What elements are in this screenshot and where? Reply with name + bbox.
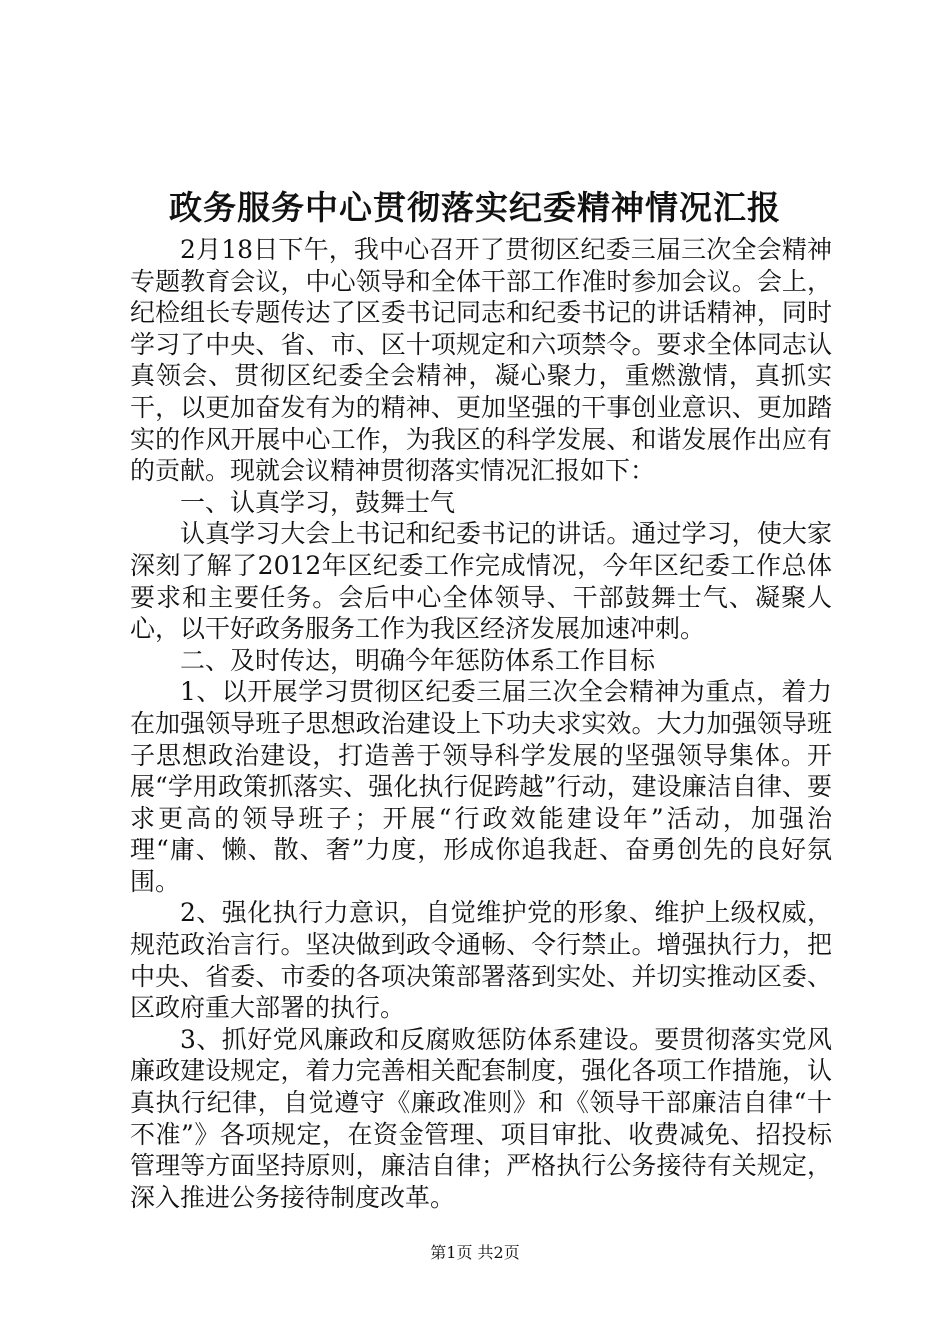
document-body bbox=[130, 234, 832, 1213]
paragraph-item-3: 3、抓好党风廉政和反腐败惩防体系建设。要贯彻落实党风廉政建设规定，着力完善相关配套制度，强化各项工作措施，认真执行纪律，自觉遵守《廉政准则》和《领导干部廉洁自律“十不准”》各项规定，在资金管理、项目审批、收费减免、招投标管理等方面坚持原则，廉洁自律；严格执行公务接待有关规定，深入推进公务接待制度改革。 bbox=[130, 1024, 832, 1212]
document-title: 政务服务中心贯彻落实纪委精神情况汇报 bbox=[169, 188, 781, 227]
page-footer: 第1页 共2页 bbox=[430, 1243, 520, 1262]
paragraph-item-1: 1、以开展学习贯彻区纪委三届三次全会精神为重点，着力在加强领导班子思想政治建设上下功夫求实效。大力加强领导班子思想政治建设，打造善于领导科学发展的坚强领导集体。开展“学用政策抓落实、强化执行促跨越”行动，建设廉洁自律、要求更高的领导班子；开展“行政效能建设年”活动，加强治理“庸、懒、散、奢”力度，形成你追我赶、奋勇创先的良好氛围。 bbox=[130, 677, 832, 896]
section-heading-2: 二、及时传达，明确今年惩防体系工作目标 bbox=[180, 645, 656, 675]
paragraph-item-2: 2、强化执行力意识，自觉维护党的形象、维护上级权威，规范政治言行。坚决做到政令通畅、令行禁止。增强执行力，把中央、省委、市委的各项决策部署落到实处、并切实推动区委、区政府重大部署的执行。 bbox=[130, 898, 832, 1023]
section-heading-1: 一、认真学习，鼓舞士气 bbox=[180, 487, 456, 517]
paragraph-section-1: 认真学习大会上书记和纪委书记的讲话。通过学习，使大家深刻了解了2012年区纪委工作完成情况，今年区纪委工作总体要求和主要任务。会后中心全体领导、干部鼓舞士气、凝聚人心，以干好政务服务工作为我区经济发展加速冲刺。 bbox=[130, 519, 832, 644]
paragraph-intro: 2月18日下午，我中心召开了贯彻区纪委三届三次全会精神专题教育会议，中心领导和全体干部工作准时参加会议。会上，纪检组长专题传达了区委书记同志和纪委书记的讲话精神，同时学习了中央、省、市、区十项规定和六项禁令。要求全体同志认真领会、贯彻区纪委全会精神，凝心聚力，重燃激情，真抓实干，以更加奋发有为的精神、更加坚强的干事创业意识、更加踏实的作风开展中心工作，为我区的科学发展、和谐发展作出应有的贡献。现就会议精神贯彻落实情况汇报如下： bbox=[130, 235, 832, 486]
